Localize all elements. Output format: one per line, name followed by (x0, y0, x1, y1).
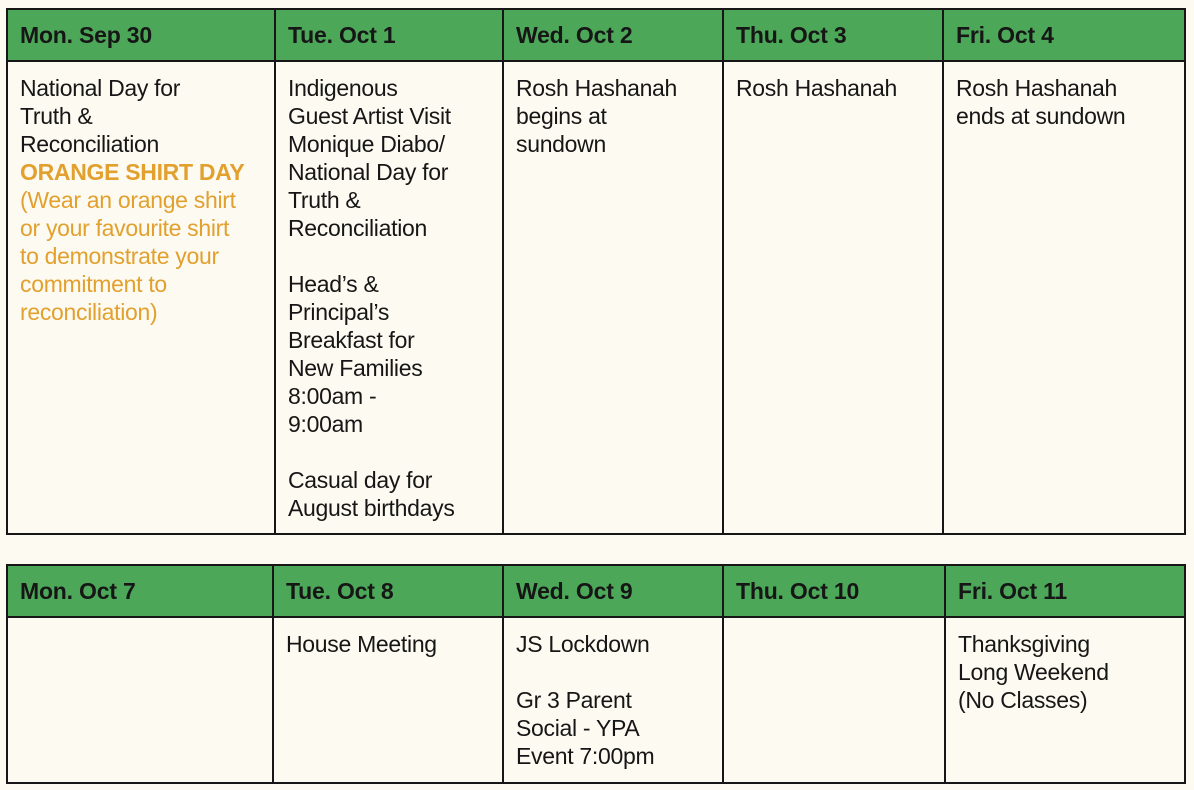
day-cell-fri-oct-11 (945, 617, 1185, 783)
day-header-tue-oct-8: Tue. Oct 8 (273, 565, 503, 617)
day-cell-tue-oct-1 (275, 61, 503, 534)
day-header-fri-oct-11: Fri. Oct 11 (945, 565, 1185, 617)
day-cell-thu-oct-10 (723, 617, 945, 783)
day-cell-fri-oct-4 (943, 61, 1185, 534)
event-house-meeting: House Meeting (286, 631, 437, 657)
day-cell-thu-oct-3 (723, 61, 943, 534)
day-header-mon-sep-30: Mon. Sep 30 (7, 9, 275, 61)
event-js-lockdown: JS Lockdown (516, 631, 650, 657)
event-new-families-breakfast: Head’s & Principal’s Breakfast for New Families 8:00am - 9:00am (288, 271, 423, 437)
event-rosh-hashanah: Rosh Hashanah (736, 75, 898, 101)
event-indigenous-guest-artist: Indigenous Guest Artist Visit Monique Diabo/ National Day for Truth & Reconciliation (288, 75, 451, 241)
day-header-thu-oct-3: Thu. Oct 3 (723, 9, 943, 61)
day-header-wed-oct-9: Wed. Oct 9 (503, 565, 723, 617)
day-header-mon-oct-7: Mon. Oct 7 (7, 565, 273, 617)
event-rosh-hashanah-begins: Rosh Hashanah begins at sundown (516, 75, 678, 157)
week-2-calendar (6, 564, 1186, 784)
day-header-wed-oct-2: Wed. Oct 2 (503, 9, 723, 61)
day-cell-mon-sep-30 (7, 61, 275, 534)
week-2-header-row (7, 565, 1185, 617)
week-1-events-row (7, 61, 1185, 534)
week-1-calendar (6, 8, 1186, 535)
day-header-thu-oct-10: Thu. Oct 10 (723, 565, 945, 617)
day-cell-tue-oct-8 (273, 617, 503, 783)
event-gr3-parent-social: Gr 3 Parent Social - YPA Event 7:00pm (516, 687, 655, 769)
event-thanksgiving-long-weekend: Thanksgiving Long Weekend (No Classes) (958, 631, 1109, 713)
event-rosh-hashanah-ends: Rosh Hashanah ends at sundown (956, 75, 1126, 129)
day-cell-wed-oct-2 (503, 61, 723, 534)
event-national-day-truth-reconciliation: National Day for Truth & Reconciliation (20, 75, 181, 157)
day-header-tue-oct-1: Tue. Oct 1 (275, 9, 503, 61)
week-2-events-row (7, 617, 1185, 783)
week-1-header-row (7, 9, 1185, 61)
orange-shirt-day-description: (Wear an orange shirt or your favourite shirt to demonstrate your commitment to reconciliation) (20, 187, 236, 325)
day-cell-mon-oct-7 (7, 617, 273, 783)
orange-shirt-day-title: ORANGE SHIRT DAY (20, 159, 245, 185)
day-cell-wed-oct-9 (503, 617, 723, 783)
event-casual-day: Casual day for August birthdays (288, 467, 455, 521)
day-header-fri-oct-4: Fri. Oct 4 (943, 9, 1185, 61)
